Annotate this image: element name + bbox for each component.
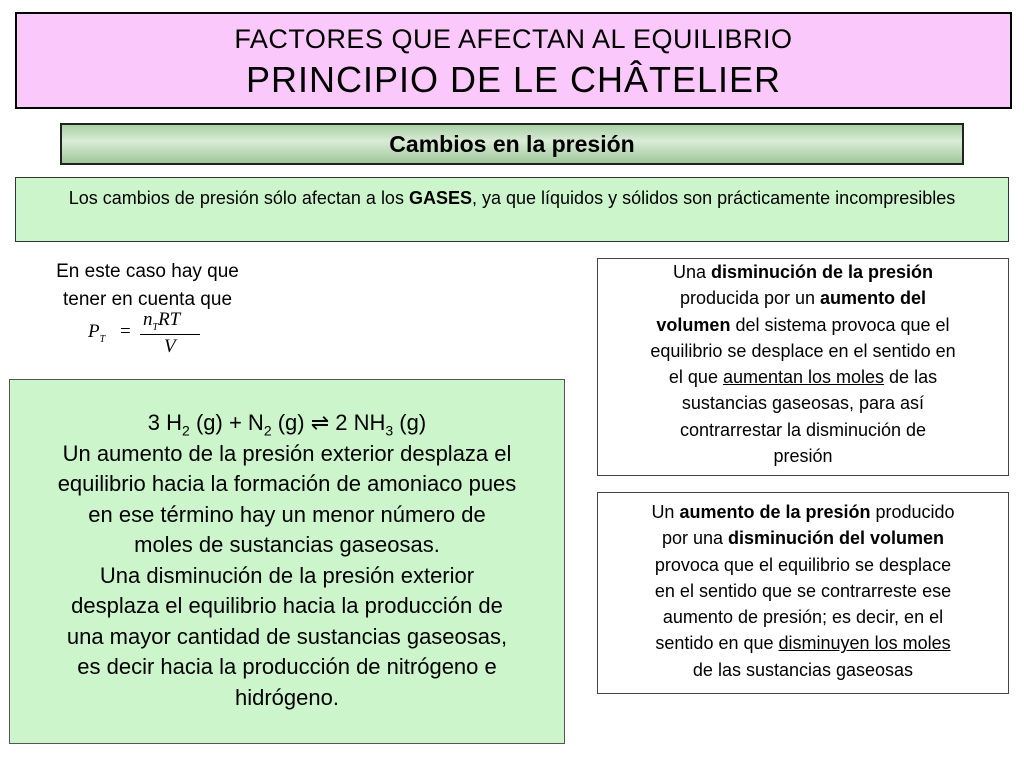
intro-text-bold: GASES [408,188,472,208]
side1-t1: Una [672,262,711,282]
reaction-n2-sub: 2 [263,422,272,439]
side2-u1: disminuyen los moles [778,633,951,654]
main-text-line-2: equilibrio hacia la formación de amoniaco pues [57,471,517,496]
side1-line-2 [598,285,1008,311]
main-explanation-box [9,379,565,744]
main-text-line-9: hidrógeno. [235,684,339,710]
side2-line-5: aumento de presión; es decir, en el [662,607,944,628]
pressure-note-line-2: tener en cuenta que [62,289,233,310]
main-text-line-5: Una disminución de la presión exterior [99,562,475,588]
reaction-nh3: (g) ⇌ 2 NH [271,410,386,435]
reaction-nh3-sub: 3 [385,422,394,439]
side2-t7: sentido en que [655,633,779,654]
reaction-end: (g) [393,410,427,435]
side2-b1: aumento de la presión [679,502,871,522]
reaction-n2: (g) + N [189,410,264,435]
side1-t5: el que [668,367,723,388]
main-text-line-6: desplaza el equilibrio hacia la producción de [71,593,503,618]
formula-equals: = [120,321,131,342]
reaction-h2: 3 H [147,410,183,435]
reaction-h2-sub: 2 [182,422,190,439]
side1-b3: volumen [656,314,731,335]
side2-b2: disminución del volumen [728,528,945,549]
side1-t3: del sistema provoca que el [730,314,950,335]
side2-line-2 [598,525,1008,551]
formula-n-sub: T [152,321,159,333]
main-text-line-1: Un aumento de la presión exterior desplaza el [62,440,512,466]
side1-line-6: sustancias gaseosas, para así [681,393,925,414]
formula-p: P [88,321,100,342]
side2-t1: Un [651,502,680,522]
formula-rt: RT [158,309,181,330]
side2-line-4: en el sentido que se contrarreste ese [654,580,952,601]
side1-line-8: presión [773,446,833,467]
side2-line-3: provoca que el equilibrio se desplace [654,554,952,575]
main-text-line-8: es decir hacia la producción de nitrógeno e [77,654,497,679]
formula-fraction-bar [140,334,200,335]
formula-denominator: V [164,336,176,357]
side2-t3: por una [661,528,729,549]
pressure-note [20,258,275,314]
intro-text-before: Los cambios de presión sólo afectan a los [68,188,409,208]
intro-text-after: , ya que líquidos y sólidos son prácticamente incompresibles [471,188,956,208]
reaction-equation [10,408,564,439]
side1-line-3 [598,312,1008,338]
side1-b1: disminución de la presión [710,262,934,282]
side1-line-4: equilibrio se desplace en el sentido en [650,340,956,361]
formula-numerator [143,309,180,333]
pressure-note-line-1: En este caso hay que [56,261,239,282]
formula-p-sub: T [99,333,106,345]
pressure-increase-box [597,492,1009,694]
title-banner [15,12,1012,109]
pressure-decrease-box [597,258,1009,476]
side1-line-7: contrarrestar la disminución de [679,419,927,440]
side1-u1: aumentan los moles [722,367,885,388]
title-line-1: FACTORES QUE AFECTAN AL EQUILIBRIO [234,24,793,54]
side1-t6: de las [884,367,938,388]
side1-b2: aumento del [820,288,927,309]
formula-n: n [143,309,153,330]
formula-lhs [88,321,105,345]
main-text-line-4: moles de sustancias gaseosas. [134,532,440,557]
section-subtitle: Cambios en la presión [60,123,964,165]
side1-line-1 [598,259,1008,285]
main-text-line-3: en ese término hay un menor número de [88,501,486,527]
side2-line-7: de las sustancias gaseosas [692,659,914,680]
title-line-2: PRINCIPIO DE LE CHÂTELIER [245,59,782,100]
main-text-line-7: una mayor cantidad de sustancias gaseosas, [66,623,508,649]
pressure-formula [88,309,268,364]
side2-t2: producido [870,502,955,522]
side2-line-6 [598,630,1008,656]
intro-box [15,177,1009,242]
side2-line-1 [598,499,1008,525]
side1-t2: producida por un [679,288,821,309]
side1-line-5 [598,364,1008,390]
